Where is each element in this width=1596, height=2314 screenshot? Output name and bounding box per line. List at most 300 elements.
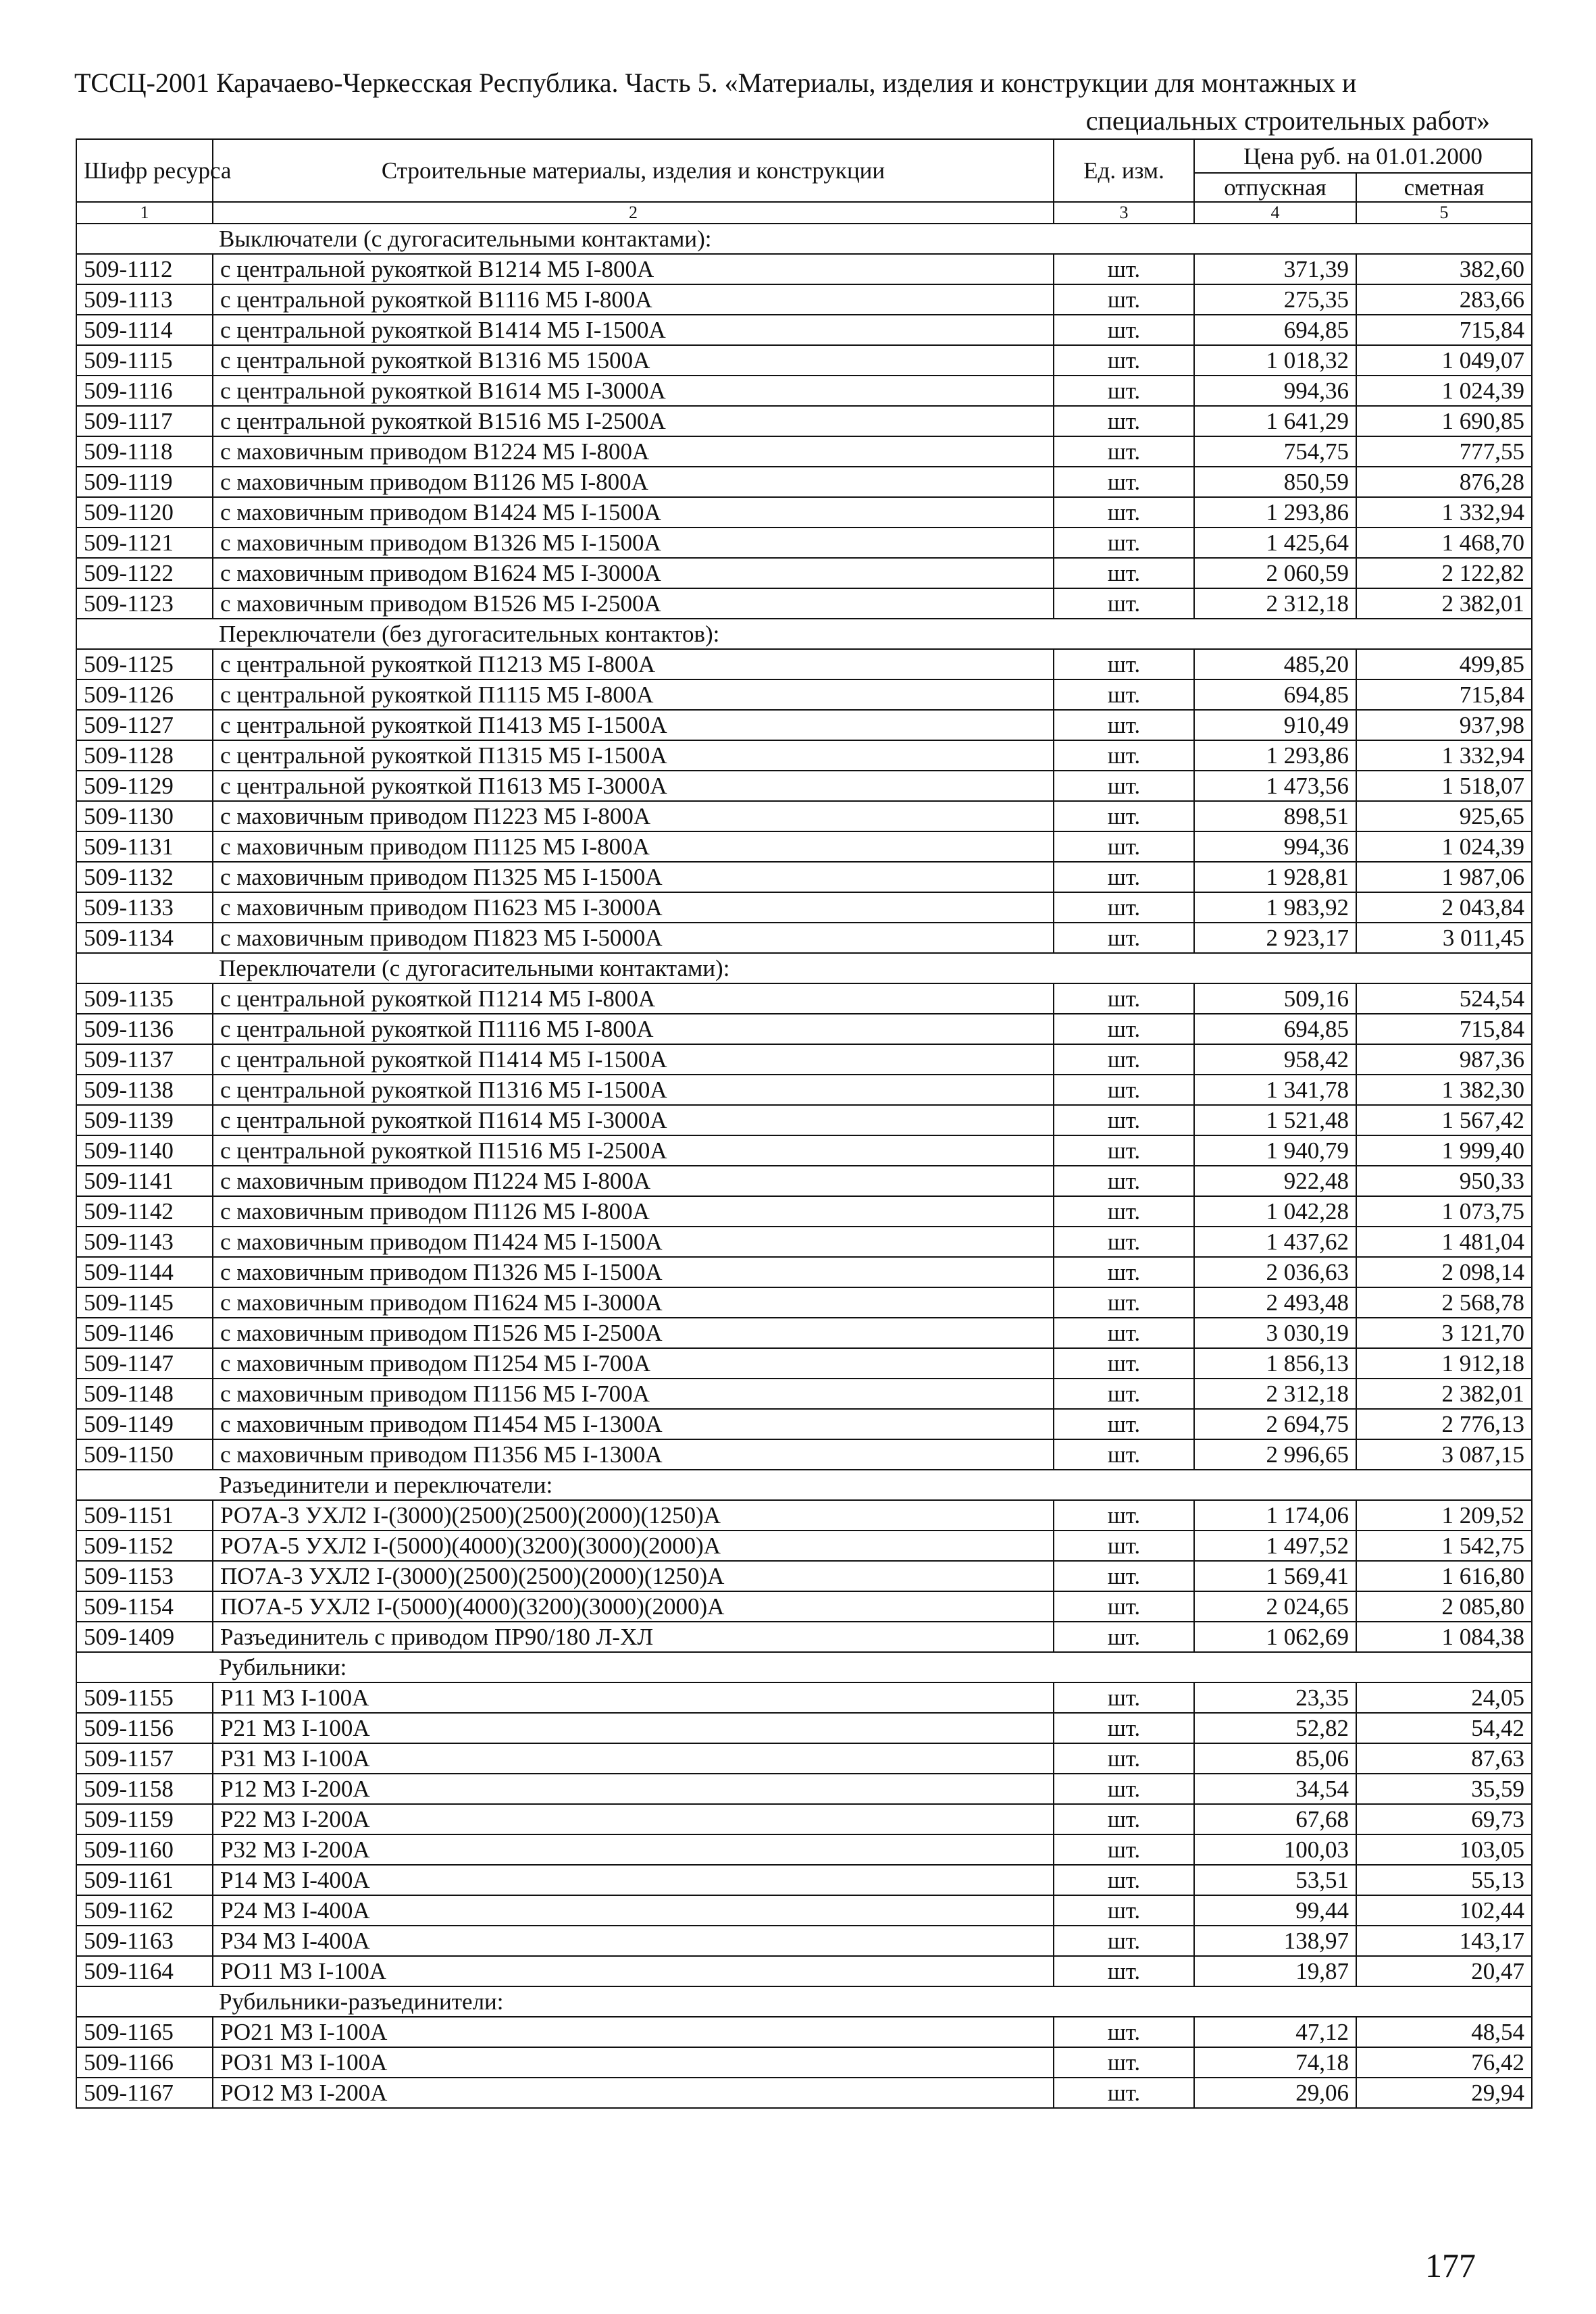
table-row [76,1531,1532,1561]
price-estimate-cell: 1 024,39 [1356,376,1532,406]
table-row [76,1500,1532,1531]
resource-code-cell: 509-1114 [76,315,213,345]
table-row [76,710,1532,740]
unit-cell: шт. [1054,1318,1194,1348]
material-name-cell: с маховичным приводом П1125 М5 I-800А [213,831,1054,862]
unit-cell: шт. [1054,1561,1194,1591]
table-row [76,1834,1532,1865]
resource-code-cell: 509-1133 [76,892,213,923]
column-header-name: Строительные материалы, изделия и конструкции [213,139,1054,202]
price-release-cell: 922,48 [1194,1166,1356,1196]
price-estimate-cell: 3 121,70 [1356,1318,1532,1348]
table-row [76,345,1532,376]
price-release-cell: 23,35 [1194,1682,1356,1713]
resource-code-cell: 509-1165 [76,2017,213,2047]
material-name-cell: с центральной рукояткой В1316 М5 1500А [213,345,1054,376]
price-release-cell: 371,39 [1194,254,1356,284]
material-name-cell: с маховичным приводом В1326 М5 I-1500А [213,528,1054,558]
table-row [76,1014,1532,1044]
price-release-cell: 694,85 [1194,315,1356,345]
price-release-cell: 100,03 [1194,1834,1356,1865]
table-row [76,1257,1532,1287]
section-title: Рубильники: [76,1652,1532,1682]
price-estimate-cell: 876,28 [1356,467,1532,497]
resource-code-cell: 509-1138 [76,1075,213,1105]
table-row [76,1743,1532,1774]
resource-code-cell: 509-1123 [76,588,213,619]
price-estimate-cell: 499,85 [1356,649,1532,679]
price-release-cell: 2 024,65 [1194,1591,1356,1622]
price-estimate-cell: 2 122,82 [1356,558,1532,588]
price-release-cell: 2 060,59 [1194,558,1356,588]
price-release-cell: 994,36 [1194,376,1356,406]
table-row [76,1196,1532,1227]
material-name-cell: с центральной рукояткой В1614 М5 I-3000А [213,376,1054,406]
column-number: 5 [1356,202,1532,224]
column-header-price-release: отпускная [1194,173,1356,202]
price-estimate-cell: 76,42 [1356,2047,1532,2078]
material-name-cell: Р34 М3 I-400А [213,1926,1054,1956]
price-release-cell: 1 174,06 [1194,1500,1356,1531]
resource-code-cell: 509-1153 [76,1561,213,1591]
price-estimate-cell: 2 382,01 [1356,1379,1532,1409]
table-row [76,254,1532,284]
material-name-cell: с маховичным приводом П1624 М5 I-3000А [213,1287,1054,1318]
material-name-cell: с центральной рукояткой П1613 М5 I-3000А [213,771,1054,801]
price-estimate-cell: 2 098,14 [1356,1257,1532,1287]
table-row [76,1561,1532,1591]
price-estimate-cell: 1 567,42 [1356,1105,1532,1135]
resource-code-cell: 509-1127 [76,710,213,740]
table-row [76,1774,1532,1804]
table-row [76,497,1532,528]
price-estimate-cell: 1 332,94 [1356,497,1532,528]
material-name-cell: ПО7А-3 УХЛ2 I-(3000)(2500)(2500)(2000)(1250)А [213,1561,1054,1591]
price-release-cell: 47,12 [1194,2017,1356,2047]
material-name-cell: с маховичным приводом П1623 М5 I-3000А [213,892,1054,923]
price-estimate-cell: 1 912,18 [1356,1348,1532,1379]
price-release-cell: 1 341,78 [1194,1075,1356,1105]
price-release-cell: 694,85 [1194,1014,1356,1044]
unit-cell: шт. [1054,1105,1194,1135]
resource-code-cell: 509-1118 [76,436,213,467]
price-release-cell: 1 569,41 [1194,1561,1356,1591]
resource-code-cell: 509-1150 [76,1439,213,1470]
material-name-cell: с центральной рукояткой П1116 М5 I-800А [213,1014,1054,1044]
table-row [76,1348,1532,1379]
resource-code-cell: 509-1125 [76,649,213,679]
table-row [76,1075,1532,1105]
column-number: 2 [213,202,1054,224]
page-title-line-1: ТССЦ-2001 Карачаево-Черкесская Республика. Часть 5. «Материалы, изделия и конструкции для монтажных и [74,68,1357,98]
resource-code-cell: 509-1115 [76,345,213,376]
material-name-cell: Р11 М3 I-100А [213,1682,1054,1713]
price-release-cell: 74,18 [1194,2047,1356,2078]
material-name-cell: с маховичным приводом В1224 М5 I-800А [213,436,1054,467]
unit-cell: шт. [1054,1348,1194,1379]
price-estimate-cell: 3 087,15 [1356,1439,1532,1470]
unit-cell: шт. [1054,1166,1194,1196]
column-number: 3 [1054,202,1194,224]
price-estimate-cell: 1 999,40 [1356,1135,1532,1166]
unit-cell: шт. [1054,1895,1194,1926]
material-name-cell: с маховичным приводом П1223 М5 I-800А [213,801,1054,831]
resource-code-cell: 509-1131 [76,831,213,862]
table-row [76,1287,1532,1318]
material-name-cell: с центральной рукояткой В1214 М5 I-800А [213,254,1054,284]
unit-cell: шт. [1054,1135,1194,1166]
material-name-cell: Р12 М3 I-200А [213,1774,1054,1804]
price-estimate-cell: 2 776,13 [1356,1409,1532,1439]
table-row [76,862,1532,892]
table-row [76,1682,1532,1713]
unit-cell: шт. [1054,1682,1194,1713]
price-release-cell: 1 437,62 [1194,1227,1356,1257]
price-estimate-cell: 24,05 [1356,1682,1532,1713]
price-release-cell: 1 983,92 [1194,892,1356,923]
table-row [76,1622,1532,1652]
resource-code-cell: 509-1157 [76,1743,213,1774]
table-row [76,983,1532,1014]
price-release-cell: 1 856,13 [1194,1348,1356,1379]
price-release-cell: 53,51 [1194,1865,1356,1895]
material-name-cell: РО21 М3 I-100А [213,2017,1054,2047]
price-release-cell: 958,42 [1194,1044,1356,1075]
unit-cell: шт. [1054,862,1194,892]
resource-code-cell: 509-1121 [76,528,213,558]
price-estimate-cell: 87,63 [1356,1743,1532,1774]
unit-cell: шт. [1054,1196,1194,1227]
price-table-header [76,139,1532,224]
unit-cell: шт. [1054,1439,1194,1470]
unit-cell: шт. [1054,1409,1194,1439]
price-release-cell: 1 293,86 [1194,740,1356,771]
table-row [76,740,1532,771]
material-name-cell: с центральной рукояткой П1413 М5 I-1500А [213,710,1054,740]
price-release-cell: 485,20 [1194,649,1356,679]
unit-cell: шт. [1054,710,1194,740]
unit-cell: шт. [1054,1591,1194,1622]
price-release-cell: 2 312,18 [1194,1379,1356,1409]
material-name-cell: с маховичным приводом П1356 М5 I-1300А [213,1439,1054,1470]
resource-code-cell: 509-1146 [76,1318,213,1348]
unit-cell: шт. [1054,1531,1194,1561]
section-title: Переключатели (без дугогасительных контактов): [76,619,1532,649]
resource-code-cell: 509-1140 [76,1135,213,1166]
unit-cell: шт. [1054,1379,1194,1409]
material-name-cell: с маховичным приводом П1424 М5 I-1500А [213,1227,1054,1257]
price-estimate-cell: 1 382,30 [1356,1075,1532,1105]
table-row [76,2078,1532,2108]
table-row [76,1044,1532,1075]
section-header-row [76,1652,1532,1682]
resource-code-cell: 509-1132 [76,862,213,892]
resource-code-cell: 509-1159 [76,1804,213,1834]
unit-cell: шт. [1054,1774,1194,1804]
price-release-cell: 2 694,75 [1194,1409,1356,1439]
table-row [76,2017,1532,2047]
unit-cell: шт. [1054,1287,1194,1318]
price-release-cell: 2 493,48 [1194,1287,1356,1318]
price-estimate-cell: 1 616,80 [1356,1561,1532,1591]
material-name-cell: Р24 М3 I-400А [213,1895,1054,1926]
column-number: 1 [76,202,213,224]
unit-cell: шт. [1054,801,1194,831]
resource-code-cell: 509-1130 [76,801,213,831]
material-name-cell: Р21 М3 I-100А [213,1713,1054,1743]
section-title: Рубильники-разъединители: [76,1986,1532,2017]
resource-code-cell: 509-1160 [76,1834,213,1865]
material-name-cell: с маховичным приводом П1126 М5 I-800А [213,1196,1054,1227]
price-table-body [76,224,1532,2108]
table-row [76,1956,1532,1986]
price-release-cell: 1 641,29 [1194,406,1356,436]
unit-cell: шт. [1054,588,1194,619]
resource-code-cell: 509-1128 [76,740,213,771]
resource-code-cell: 509-1147 [76,1348,213,1379]
resource-code-cell: 509-1120 [76,497,213,528]
price-estimate-cell: 950,33 [1356,1166,1532,1196]
unit-cell: шт. [1054,254,1194,284]
price-release-cell: 29,06 [1194,2078,1356,2108]
unit-cell: шт. [1054,740,1194,771]
resource-code-cell: 509-1137 [76,1044,213,1075]
material-name-cell: с центральной рукояткой П1315 М5 I-1500А [213,740,1054,771]
price-estimate-cell: 20,47 [1356,1956,1532,1986]
column-header-unit: Ед. изм. [1054,139,1194,202]
material-name-cell: РО11 М3 I-100А [213,1956,1054,1986]
price-estimate-cell: 69,73 [1356,1804,1532,1834]
material-name-cell: с центральной рукояткой П1316 М5 I-1500А [213,1075,1054,1105]
price-estimate-cell: 2 382,01 [1356,588,1532,619]
price-release-cell: 3 030,19 [1194,1318,1356,1348]
price-table [76,138,1533,2109]
table-row [76,679,1532,710]
page-number: 177 [1425,2246,1476,2284]
table-row [76,1166,1532,1196]
price-estimate-cell: 2 568,78 [1356,1287,1532,1318]
resource-code-cell: 509-1134 [76,923,213,953]
table-row [76,1227,1532,1257]
material-name-cell: с центральной рукояткой В1116 М5 I-800А [213,284,1054,315]
price-estimate-cell: 2 085,80 [1356,1591,1532,1622]
table-row [76,284,1532,315]
table-row [76,1409,1532,1439]
price-release-cell: 138,97 [1194,1926,1356,1956]
table-row [76,1865,1532,1895]
material-name-cell: с центральной рукояткой П1213 М5 I-800А [213,649,1054,679]
material-name-cell: Р22 М3 I-200А [213,1804,1054,1834]
table-row [76,1926,1532,1956]
price-release-cell: 2 923,17 [1194,923,1356,953]
unit-cell: шт. [1054,1926,1194,1956]
price-release-cell: 1 425,64 [1194,528,1356,558]
section-header-row [76,619,1532,649]
table-row [76,376,1532,406]
section-header-row [76,1470,1532,1500]
price-estimate-cell: 1 468,70 [1356,528,1532,558]
price-estimate-cell: 1 542,75 [1356,1531,1532,1561]
table-row [76,558,1532,588]
unit-cell: шт. [1054,1257,1194,1287]
price-release-cell: 99,44 [1194,1895,1356,1926]
resource-code-cell: 509-1144 [76,1257,213,1287]
price-estimate-cell: 1 073,75 [1356,1196,1532,1227]
unit-cell: шт. [1054,1044,1194,1075]
price-estimate-cell: 715,84 [1356,315,1532,345]
resource-code-cell: 509-1152 [76,1531,213,1561]
table-row [76,1439,1532,1470]
price-release-cell: 275,35 [1194,284,1356,315]
resource-code-cell: 509-1129 [76,771,213,801]
unit-cell: шт. [1054,558,1194,588]
unit-cell: шт. [1054,2078,1194,2108]
table-row [76,831,1532,862]
material-name-cell: Р31 М3 I-100А [213,1743,1054,1774]
unit-cell: шт. [1054,436,1194,467]
price-estimate-cell: 925,65 [1356,801,1532,831]
unit-cell: шт. [1054,1075,1194,1105]
material-name-cell: ПО7А-5 УХЛ2 I-(5000)(4000)(3200)(3000)(2000)А [213,1591,1054,1622]
material-name-cell: Р32 М3 I-200А [213,1834,1054,1865]
price-estimate-cell: 35,59 [1356,1774,1532,1804]
price-estimate-cell: 3 011,45 [1356,923,1532,953]
resource-code-cell: 509-1119 [76,467,213,497]
price-estimate-cell: 1 332,94 [1356,740,1532,771]
resource-code-cell: 509-1154 [76,1591,213,1622]
table-row [76,588,1532,619]
price-estimate-cell: 48,54 [1356,2017,1532,2047]
resource-code-cell: 509-1158 [76,1774,213,1804]
resource-code-cell: 509-1145 [76,1287,213,1318]
table-row [76,406,1532,436]
section-header-row [76,953,1532,983]
price-release-cell: 2 996,65 [1194,1439,1356,1470]
material-name-cell: с маховичным приводом П1326 М5 I-1500А [213,1257,1054,1287]
unit-cell: шт. [1054,831,1194,862]
unit-cell: шт. [1054,2017,1194,2047]
resource-code-cell: 509-1164 [76,1956,213,1986]
material-name-cell: с центральной рукояткой П1516 М5 I-2500А [213,1135,1054,1166]
material-name-cell: с маховичным приводом П1156 М5 I-700А [213,1379,1054,1409]
unit-cell: шт. [1054,1014,1194,1044]
unit-cell: шт. [1054,1865,1194,1895]
price-release-cell: 1 497,52 [1194,1531,1356,1561]
material-name-cell: РО7А-3 УХЛ2 I-(3000)(2500)(2500)(2000)(1250)А [213,1500,1054,1531]
resource-code-cell: 509-1148 [76,1379,213,1409]
price-estimate-cell: 102,44 [1356,1895,1532,1926]
table-row [76,801,1532,831]
unit-cell: шт. [1054,376,1194,406]
column-number-row [76,202,1532,224]
price-release-cell: 2 312,18 [1194,588,1356,619]
material-name-cell: с центральной рукояткой В1516 М5 I-2500А [213,406,1054,436]
price-release-cell: 898,51 [1194,801,1356,831]
material-name-cell: с маховичным приводом В1526 М5 I-2500А [213,588,1054,619]
price-estimate-cell: 1 084,38 [1356,1622,1532,1652]
unit-cell: шт. [1054,2047,1194,2078]
table-row [76,649,1532,679]
column-header-price-group: Цена руб. на 01.01.2000 [1194,139,1532,173]
price-estimate-cell: 283,66 [1356,284,1532,315]
column-header-code: Шифр ресурса [76,139,213,202]
unit-cell: шт. [1054,923,1194,953]
price-estimate-cell: 2 043,84 [1356,892,1532,923]
table-row [76,467,1532,497]
table-row [76,315,1532,345]
price-estimate-cell: 54,42 [1356,1713,1532,1743]
price-release-cell: 2 036,63 [1194,1257,1356,1287]
price-release-cell: 994,36 [1194,831,1356,862]
material-name-cell: с центральной рукояткой П1614 М5 I-3000А [213,1105,1054,1135]
price-estimate-cell: 103,05 [1356,1834,1532,1865]
price-release-cell: 19,87 [1194,1956,1356,1986]
material-name-cell: с маховичным приводом В1624 М5 I-3000А [213,558,1054,588]
price-release-cell: 85,06 [1194,1743,1356,1774]
unit-cell: шт. [1054,983,1194,1014]
price-release-cell: 52,82 [1194,1713,1356,1743]
unit-cell: шт. [1054,284,1194,315]
resource-code-cell: 509-1409 [76,1622,213,1652]
section-title: Переключатели (с дугогасительными контактами): [76,953,1532,983]
material-name-cell: с маховичным приводом П1454 М5 I-1300А [213,1409,1054,1439]
table-row [76,1895,1532,1926]
price-release-cell: 1 521,48 [1194,1105,1356,1135]
price-release-cell: 34,54 [1194,1774,1356,1804]
price-estimate-cell: 1 481,04 [1356,1227,1532,1257]
price-estimate-cell: 143,17 [1356,1926,1532,1956]
unit-cell: шт. [1054,679,1194,710]
price-estimate-cell: 715,84 [1356,1014,1532,1044]
material-name-cell: с маховичным приводом П1224 М5 I-800А [213,1166,1054,1196]
material-name-cell: РО31 М3 I-100А [213,2047,1054,2078]
table-row [76,1379,1532,1409]
unit-cell: шт. [1054,345,1194,376]
unit-cell: шт. [1054,497,1194,528]
price-estimate-cell: 1 209,52 [1356,1500,1532,1531]
price-release-cell: 1 928,81 [1194,862,1356,892]
resource-code-cell: 509-1166 [76,2047,213,2078]
price-estimate-cell: 55,13 [1356,1865,1532,1895]
resource-code-cell: 509-1135 [76,983,213,1014]
table-row [76,923,1532,953]
material-name-cell: с маховичным приводом В1424 М5 I-1500А [213,497,1054,528]
price-release-cell: 1 293,86 [1194,497,1356,528]
resource-code-cell: 509-1122 [76,558,213,588]
price-release-cell: 754,75 [1194,436,1356,467]
resource-code-cell: 509-1142 [76,1196,213,1227]
material-name-cell: Разъединитель с приводом ПР90/180 Л-ХЛ [213,1622,1054,1652]
table-row [76,892,1532,923]
price-estimate-cell: 1 518,07 [1356,771,1532,801]
price-estimate-cell: 382,60 [1356,254,1532,284]
price-estimate-cell: 29,94 [1356,2078,1532,2108]
resource-code-cell: 509-1136 [76,1014,213,1044]
material-name-cell: с центральной рукояткой П1115 М5 I-800А [213,679,1054,710]
material-name-cell: с центральной рукояткой П1214 М5 I-800А [213,983,1054,1014]
unit-cell: шт. [1054,406,1194,436]
column-number: 4 [1194,202,1356,224]
unit-cell: шт. [1054,315,1194,345]
table-row [76,1804,1532,1834]
price-estimate-cell: 987,36 [1356,1044,1532,1075]
resource-code-cell: 509-1139 [76,1105,213,1135]
price-release-cell: 1 473,56 [1194,771,1356,801]
resource-code-cell: 509-1143 [76,1227,213,1257]
section-header-row [76,224,1532,254]
unit-cell: шт. [1054,467,1194,497]
material-name-cell: с центральной рукояткой В1414 М5 I-1500А [213,315,1054,345]
